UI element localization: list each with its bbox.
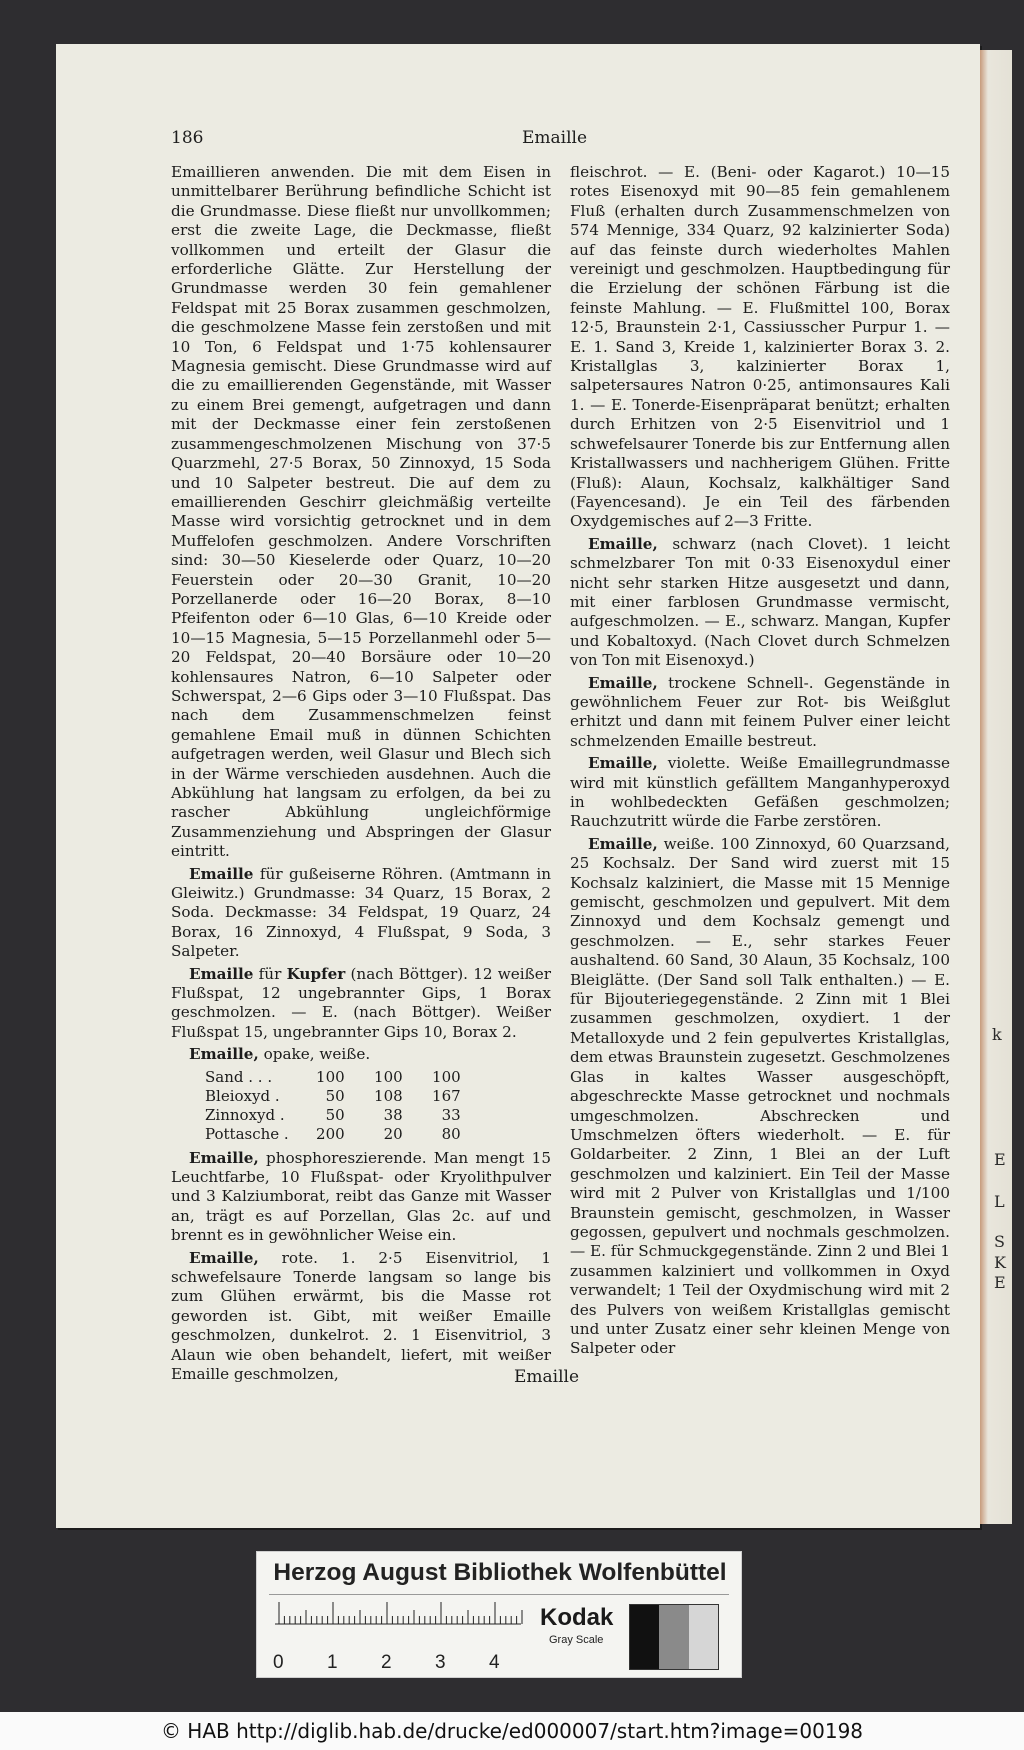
entry-text: weiße. 100 Zinnoxyd, 60 Quarzsand, 25 Kochsalz. Der Sand wird zuerst mit 15 Kochsalz kalziniert, die Masse mit 15 Mennige gemischt, geschmolzen und gepulvert. Mit dem Zinnoxyd und dem Kochsalz gemengt und geschmolzen. — E., sehr starkes Feuer aushaltend. 60 Sand, 30 Alaun, 35 Kochsalz, 100 Bleiglätte. (Der Sand soll Talk enthalten.) — E. für Bijouteriegegenstände. 2 Zinn mit 1 Blei zusammen geschmolzen, oxydiert. 1 der Metalloxyde und 2 fein gepulvertes Kristallglas, dem etwas Braunstein zugesetzt. Geschmolzenes Glas in kaltes Wasser ausgeschöpft, abgeschreckte Masse getrocknet und nochmals umgeschmolzen. Abschrecken und Umschmelzen öfters wiederholt. — E. für Goldarbeiter. 2 Zinn, 1 Blei an der Luft geschmolzen und kalziniert. Ein Teil der Masse wird mit 2 Pulver von Kristallglas und 1/100 Braunstein gemischt, geschmolzen, in Wasser gegossen, gepulvert und nochmals geschmolzen. — E. für Schmuckgegenstände. Zinn 2 und Blei 1 zusammen kalziniert und vollkommen in Oxyd verwandelt; 1 Teil der Oxydmischung wird mit 2 des Pulvers von weißem Kristallglas gemischt und unter Zusatz einer sehr kleinen Menge von Salpeter oder <box>570 834 950 1358</box>
edge-letter: L <box>994 1192 1005 1211</box>
ruler-label: 3 <box>435 1652 446 1673</box>
entry-keyword: Emaille, <box>588 754 658 773</box>
entry-phosphoreszierende <box>171 1149 551 1246</box>
gray-patch <box>689 1605 718 1669</box>
table-cell: 200 <box>316 1125 345 1144</box>
entry-trockene-schnell <box>570 674 950 752</box>
ruler-label: 2 <box>381 1652 392 1673</box>
ruler-scale <box>271 1602 531 1674</box>
table-row <box>205 1068 471 1087</box>
entry-keyword: Emaille, <box>588 534 658 553</box>
running-head: Emaille <box>522 128 588 148</box>
entry-violette <box>570 754 950 832</box>
entry-rote <box>171 1249 551 1385</box>
edge-letter: K <box>994 1253 1006 1272</box>
entry-text: opake, weiße. <box>258 1045 371 1064</box>
entry-keyword: Emaille, <box>189 1045 259 1064</box>
kodak-gray-scale-label: Gray Scale <box>549 1634 604 1646</box>
entry-schwarz <box>570 535 950 671</box>
table-cell: 50 <box>325 1106 345 1125</box>
card-divider <box>269 1594 729 1595</box>
library-color-card <box>256 1551 742 1678</box>
entry-keyword: Emaille <box>189 864 254 883</box>
ruler-label: 1 <box>327 1652 338 1673</box>
table-cell: 100 <box>432 1067 461 1086</box>
table-cell: 20 <box>383 1125 403 1144</box>
entry-gusseiserne-roehren <box>171 865 551 962</box>
table-cell: 38 <box>383 1106 403 1125</box>
paragraph: fleischrot. — E. (Beni- oder Kagarot.) 10—15 rotes Eisenoxyd mit 90—85 fein gemahlenem Fluß (erhalten durch Zusammenschmelzen von 574 Mennige, 334 Quarz, 92 kalzinierter Soda) auf das feinste durch wiederholtes Mahlen vereinigt und geschmolzen. Hauptbedingung für die Erzielung der schönen Färbung ist die feinste Mahlung. — E. Flußmittel 100, Borax 12·5, Braunstein 2·1, Cassiusscher Purpur 1. — E. 1. Sand 3, Kreide 1, kalzinierter Borax 3. 2. Kristallglas 3, kalzinierter Borax 1, salpetersaures Natron 0·25, antimonsaures Kali 1. — E. Tonerde-Eisenpräparat benützt; erhalten durch Erhitzen von 2·5 Eisenvitriol und 1 schwefelsaurer Tonerde bis zur Entfernung allen Kristallwassers und nachherigem Glühen. Fritte (Fluß): Alaun, Kochsalz, kalkhältiger Sand (Fayencesand). Je ein Teil des färbenden Oxydgemisches auf 2—3 Fritte. <box>570 163 950 531</box>
copyright-footer: © HAB http://diglib.hab.de/drucke/ed000007/start.htm?image=00198 <box>0 1712 1024 1750</box>
entry-text: rote. 1. 2·5 Eisenvitriol, 1 schwefelsaure Tonerde langsam so lange bis zum Glühen erwärmt, bis die Masse rot geworden ist. Gibt, mit weißer Emaille geschmolzen, dunkelrot. 2. 1 Eisenvitriol, 3 Alaun wie oben behandelt, liefert, mit weißer Emaille geschmolzen, <box>171 1248 551 1383</box>
recipe-table <box>205 1068 471 1145</box>
entry-keyword: Emaille, <box>588 834 658 853</box>
edge-letter: E <box>994 1150 1006 1169</box>
table-row <box>205 1125 471 1144</box>
gray-scale-patches <box>629 1604 719 1670</box>
entry-text: phosphoreszierende. Man mengt 15 Leuchtfarbe, 10 Flußspat- oder Kryolithpulver und 3 Kalziumborat, reibt das Ganze mit Wasser an, trägt es auf Porzellan, Glas 2c. auf und brennt es in gewöhnlicher Weise ein. <box>171 1148 551 1245</box>
edge-letter: k <box>992 1025 1002 1044</box>
library-name: Herzog August Bibliothek Wolfenbüttel <box>273 1559 727 1586</box>
table-cell: 80 <box>441 1125 461 1144</box>
entry-keyword: Emaille, <box>189 1148 259 1167</box>
entry-keyword: Emaille <box>189 964 254 983</box>
table-cell: 108 <box>374 1086 403 1105</box>
table-cell: 100 <box>316 1067 345 1086</box>
table-cell: 50 <box>325 1086 345 1105</box>
edge-letter: E <box>994 1273 1006 1292</box>
gray-patch <box>630 1605 659 1669</box>
table-cell: Sand . . . <box>205 1067 273 1086</box>
left-column <box>171 163 551 1387</box>
entry-keyword: Emaille, <box>189 1248 259 1267</box>
entry-text: trockene Schnell-. Gegenstände in gewöhnlichem Feuer zur Rot- bis Weißglut erhitzt und dann mit feinem Pulver einer leicht schmelzenden Emaille bestreut. <box>570 673 950 750</box>
table-cell: 33 <box>441 1106 461 1125</box>
entry-text: für <box>253 964 287 983</box>
ruler-ticks <box>275 1602 522 1624</box>
ruler-label: 0 <box>273 1652 284 1673</box>
ruler-label: 4 <box>489 1652 500 1673</box>
edge-letter: S <box>994 1232 1005 1251</box>
entry-text: (nach Böttger). 12 weißer Flußspat, 12 ungebrannter Gips, 1 Borax geschmolzen. — E. (nach Böttger). Weißer Flußspat 15, ungebrannter Gips 10, Borax 2. <box>171 964 551 1041</box>
entry-kupfer <box>171 965 551 1043</box>
table-row <box>205 1087 471 1106</box>
kodak-logo: Kodak <box>540 1604 614 1631</box>
paragraph: Emaillieren anwenden. Die mit dem Eisen in unmittelbarer Berührung befindliche Schicht ist die Grundmasse. Diese fließt nur unvollkommen; erst die zweite Lage, die Deckmasse, fließt vollkommen und erteilt der Glasur die erforderliche Glätte. Zur Herstellung der Grundmasse werden 30 fein gemahlener Feldspat mit 25 Borax zusammen geschmolzen, die geschmolzene Masse fein zerstoßen und mit 10 Ton, 6 Feldspat und 1·75 kohlensaurer Magnesia gemischt. Diese Grundmasse wird auf die zu emaillierenden Gegenstände, mit Wasser zu einem Brei gemengt, aufgetragen und dann mit der Deckmasse einer fein zerstoßenen zusammengeschmolzenen Mischung von 37·5 Quarzmehl, 27·5 Borax, 50 Zinnoxyd, 15 Soda und 10 Salpeter bestreut. Die auf dem zu emaillierenden Geschirr gleichmäßig verteilte Masse wird vorsichtig getrocknet und in dem Muffelofen geschmolzen. Andere Vorschriften sind: 30—50 Kieselerde oder Quarz, 10—20 Feuerstein oder 20—30 Granit, 10—20 Porzellanerde oder 16—20 Borax, 8—10 Pfeifenton oder 6—10 Glas, 6—10 Kreide oder 10—15 Magnesia, 5—15 Porzellanmehl oder 5—20 Feldspat, 20—40 Borsäure oder 10—20 kohlensaures Natron, 6—10 Salpeter oder Schwerspat, 2—6 Gips oder 3—10 Flußspat. Das nach dem Zusammenschmelzen feinst gemahlene Email muß in dünnen Schichten aufgetragen werden, weil Glasur und Blech sich in der Wärme verschieden ausdehnen. Auch die Abkühlung hat langsam zu erfolgen, da bei zu rascher Abkühlung ungleichförmige Zusammenziehung und Abspringen der Glasur eintritt. <box>171 163 551 861</box>
table-cell: Pottasche . <box>205 1125 289 1144</box>
right-column <box>570 163 950 1362</box>
entry-text: für gußeiserne Röhren. (Amtmann in Gleiwitz.) Grundmasse: 34 Quarz, 15 Borax, 2 Soda. Deckmasse: 34 Feldspat, 19 Quarz, 24 Borax, 16 Zinnoxyd, 4 Flußspat, 9 Soda, 3 Salpeter. <box>171 864 551 961</box>
table-cell: Zinnoxyd . <box>205 1106 285 1125</box>
gray-patch <box>659 1605 688 1669</box>
entry-weisse <box>570 835 950 1359</box>
entry-keyword: Emaille, <box>588 673 658 692</box>
next-page-edge <box>980 50 1012 1524</box>
entry-opake <box>171 1045 551 1064</box>
page-number: 186 <box>171 128 204 148</box>
entry-keyword: Kupfer <box>286 964 346 983</box>
entry-text: schwarz (nach Clovet). 1 leicht schmelzbarer Ton mit 0·33 Eisenoxydul einer nicht sehr starken Hitze ausgesetzt und dann, mit einer farblosen Grundmasse vermischt, aufgeschmolzen. — E., schwarz. Mangan, Kupfer und Kobaltoxyd. (Nach Clovet durch Schmelzen von Ton mit Eisenoxyd.) <box>570 534 950 670</box>
table-cell: Bleioxyd . <box>205 1086 280 1105</box>
table-cell: 167 <box>432 1086 461 1105</box>
table-cell: 100 <box>374 1067 403 1086</box>
page-footer-word: Emaille <box>514 1367 580 1387</box>
table-row <box>205 1106 471 1125</box>
entry-text: violette. Weiße Emaillegrundmasse wird mit künstlich gefälltem Manganhyperoxyd in wohlbedeckten Gefäßen geschmolzen; Rauchzutritt würde die Farbe zerstören. <box>570 754 950 831</box>
